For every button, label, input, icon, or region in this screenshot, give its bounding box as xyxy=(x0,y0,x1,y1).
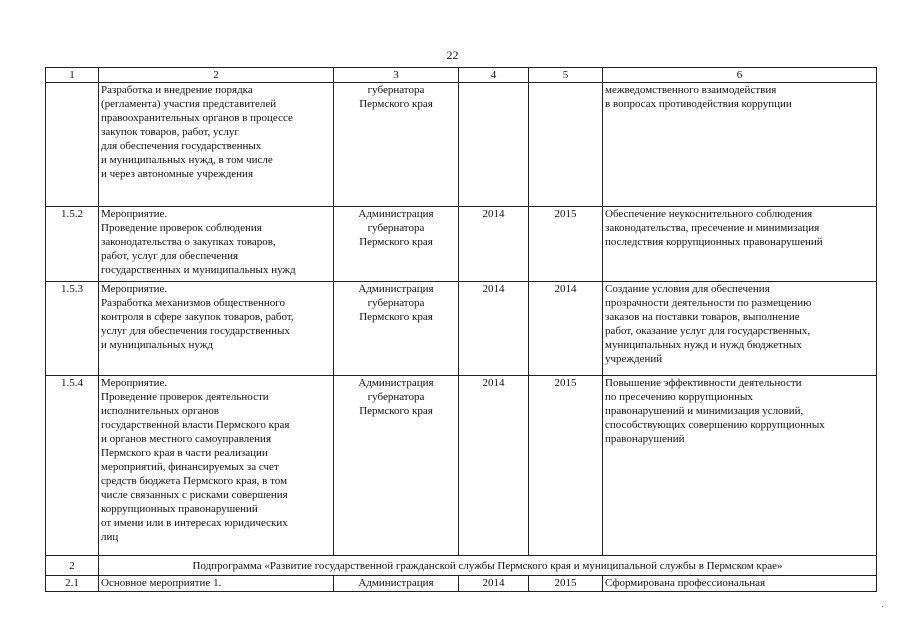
header-cell: 2 xyxy=(99,68,334,83)
table-row xyxy=(46,282,877,376)
header-cell: 1 xyxy=(46,68,99,83)
text-line: Мероприятие. xyxy=(101,208,168,220)
text-line: в вопросах противодействия коррупции xyxy=(605,98,792,110)
cell-num: 1.5.3 xyxy=(46,282,99,376)
cell-start xyxy=(459,83,529,207)
cell-exec xyxy=(334,282,459,376)
header-cell: 4 xyxy=(459,68,529,83)
cell-end xyxy=(529,83,603,207)
cell-num: 1.5.4 xyxy=(46,376,99,556)
text-line: Обеспечение неукоснительного соблюдения xyxy=(605,208,813,220)
table-row xyxy=(46,576,877,592)
text-line: способствующих совершению коррупционных xyxy=(605,419,825,431)
text-line: правонарушений xyxy=(605,433,685,445)
text-line: Повышение эффективности деятельности xyxy=(605,377,802,389)
table-row-continuation xyxy=(46,83,877,207)
text-line: законодательства о закупках товаров, xyxy=(101,236,276,248)
text-line: исполнительных органов xyxy=(101,405,219,417)
cell-start: 2014 xyxy=(459,207,529,282)
text-line: и органов местного самоуправления xyxy=(101,433,272,445)
cell-desc xyxy=(99,83,334,207)
cell-exec: Администрация xyxy=(334,576,459,592)
subprogram-title: Подпрограмма «Развитие государственной гражданской службы Пермского края и муниципальной службы в Пермском крае» xyxy=(99,556,877,576)
text-line: средств бюджета Пермского края, в том xyxy=(101,475,288,487)
cell-end: 2015 xyxy=(529,376,603,556)
text-line: работ, оказание услуг для государственных, xyxy=(605,325,811,337)
text-line: от имени или в интересах юридических xyxy=(101,517,288,529)
text-line: Разработка и внедрение порядка xyxy=(101,84,253,96)
text-line: законодательства, пресечение и минимизация xyxy=(605,222,820,234)
header-cell: 6 xyxy=(603,68,877,83)
text-line: Проведение проверок деятельности xyxy=(101,391,269,403)
text-line: Пермского края в части реализации xyxy=(101,447,268,459)
table-row xyxy=(46,376,877,556)
cell-result: Сформирована профессиональная xyxy=(603,576,877,592)
text-line: и через автономные учреждения xyxy=(101,168,254,180)
text-line: по пресечению коррупционных xyxy=(605,391,753,403)
subprogram-row xyxy=(46,556,877,576)
page-number: 22 xyxy=(446,48,459,62)
text-line: услуг для обеспечения государственных xyxy=(101,325,290,337)
text-line: Создание условия для обеспечения xyxy=(605,283,770,295)
cell-desc xyxy=(99,282,334,376)
text-line: Администрация xyxy=(358,377,434,389)
text-line: государственной власти Пермского края xyxy=(101,419,290,431)
cell-exec xyxy=(334,207,459,282)
text-line: закупок товаров, работ, услуг xyxy=(101,126,239,138)
cell-num: 2.1 xyxy=(46,576,99,592)
text-line: муниципальных нужд и нужд бюджетных xyxy=(605,339,802,351)
text-line: Администрация xyxy=(358,208,434,220)
cell-exec xyxy=(334,376,459,556)
cell-desc xyxy=(99,207,334,282)
text-line: межведомственного взаимодействия xyxy=(605,84,777,96)
text-line: прозрачности деятельности по размещению xyxy=(605,297,812,309)
text-line: мероприятий, финансируемых за счет xyxy=(101,461,279,473)
text-line: государственных и муниципальных нужд xyxy=(101,264,296,276)
text-line: для обеспечения государственных xyxy=(101,140,262,152)
text-line: учреждений xyxy=(605,353,663,365)
text-line: (регламента) участия представителей xyxy=(101,98,277,110)
text-line: заказов на поставки товаров, выполнение xyxy=(605,311,800,323)
scan-speck xyxy=(882,606,883,607)
text-line: Разработка механизмов общественного xyxy=(101,297,286,309)
cell-end: 2015 xyxy=(529,207,603,282)
text-line: Пермского края xyxy=(359,311,433,323)
cell-end: 2015 xyxy=(529,576,603,592)
cell-num: 1.5.2 xyxy=(46,207,99,282)
cell-num xyxy=(46,83,99,207)
cell-result xyxy=(603,83,877,207)
header-row xyxy=(46,68,877,83)
cell-result xyxy=(603,282,877,376)
header-cell: 5 xyxy=(529,68,603,83)
cell-result xyxy=(603,376,877,556)
text-line: губернатора xyxy=(367,297,425,309)
program-table xyxy=(45,67,877,592)
text-line: и муниципальных нужд xyxy=(101,339,213,351)
text-line: правонарушений и минимизация условий, xyxy=(605,405,804,417)
text-line: Пермского края xyxy=(359,98,433,110)
text-line: Пермского края xyxy=(359,236,433,248)
cell-exec xyxy=(334,83,459,207)
text-line: лиц xyxy=(101,531,119,543)
cell-desc xyxy=(99,376,334,556)
cell-num: 2 xyxy=(46,556,99,576)
cell-start: 2014 xyxy=(459,282,529,376)
cell-result xyxy=(603,207,877,282)
text-line: работ, услуг для обеспечения xyxy=(101,250,239,262)
cell-end: 2014 xyxy=(529,282,603,376)
cell-start: 2014 xyxy=(459,576,529,592)
text-line: и муниципальных нужд, в том числе xyxy=(101,154,273,166)
text-line: числе связанных с рисками совершения xyxy=(101,489,288,501)
table-row xyxy=(46,207,877,282)
text-line: Проведение проверок соблюдения xyxy=(101,222,262,234)
text-line: губернатора xyxy=(367,391,425,403)
text-line: последствия коррупционных правонарушений xyxy=(605,236,823,248)
text-line: Пермского края xyxy=(359,405,433,417)
text-line: правоохранительных органов в процессе xyxy=(101,112,293,124)
text-line: Мероприятие. xyxy=(101,377,168,389)
text-line: контроля в сфере закупок товаров, работ, xyxy=(101,311,294,323)
cell-desc: Основное мероприятие 1. xyxy=(99,576,334,592)
header-cell: 3 xyxy=(334,68,459,83)
text-line: коррупционных правонарушений xyxy=(101,503,258,515)
cell-start: 2014 xyxy=(459,376,529,556)
text-line: Администрация xyxy=(358,283,434,295)
text-line: Мероприятие. xyxy=(101,283,168,295)
text-line: губернатора xyxy=(367,84,425,96)
text-line: губернатора xyxy=(367,222,425,234)
